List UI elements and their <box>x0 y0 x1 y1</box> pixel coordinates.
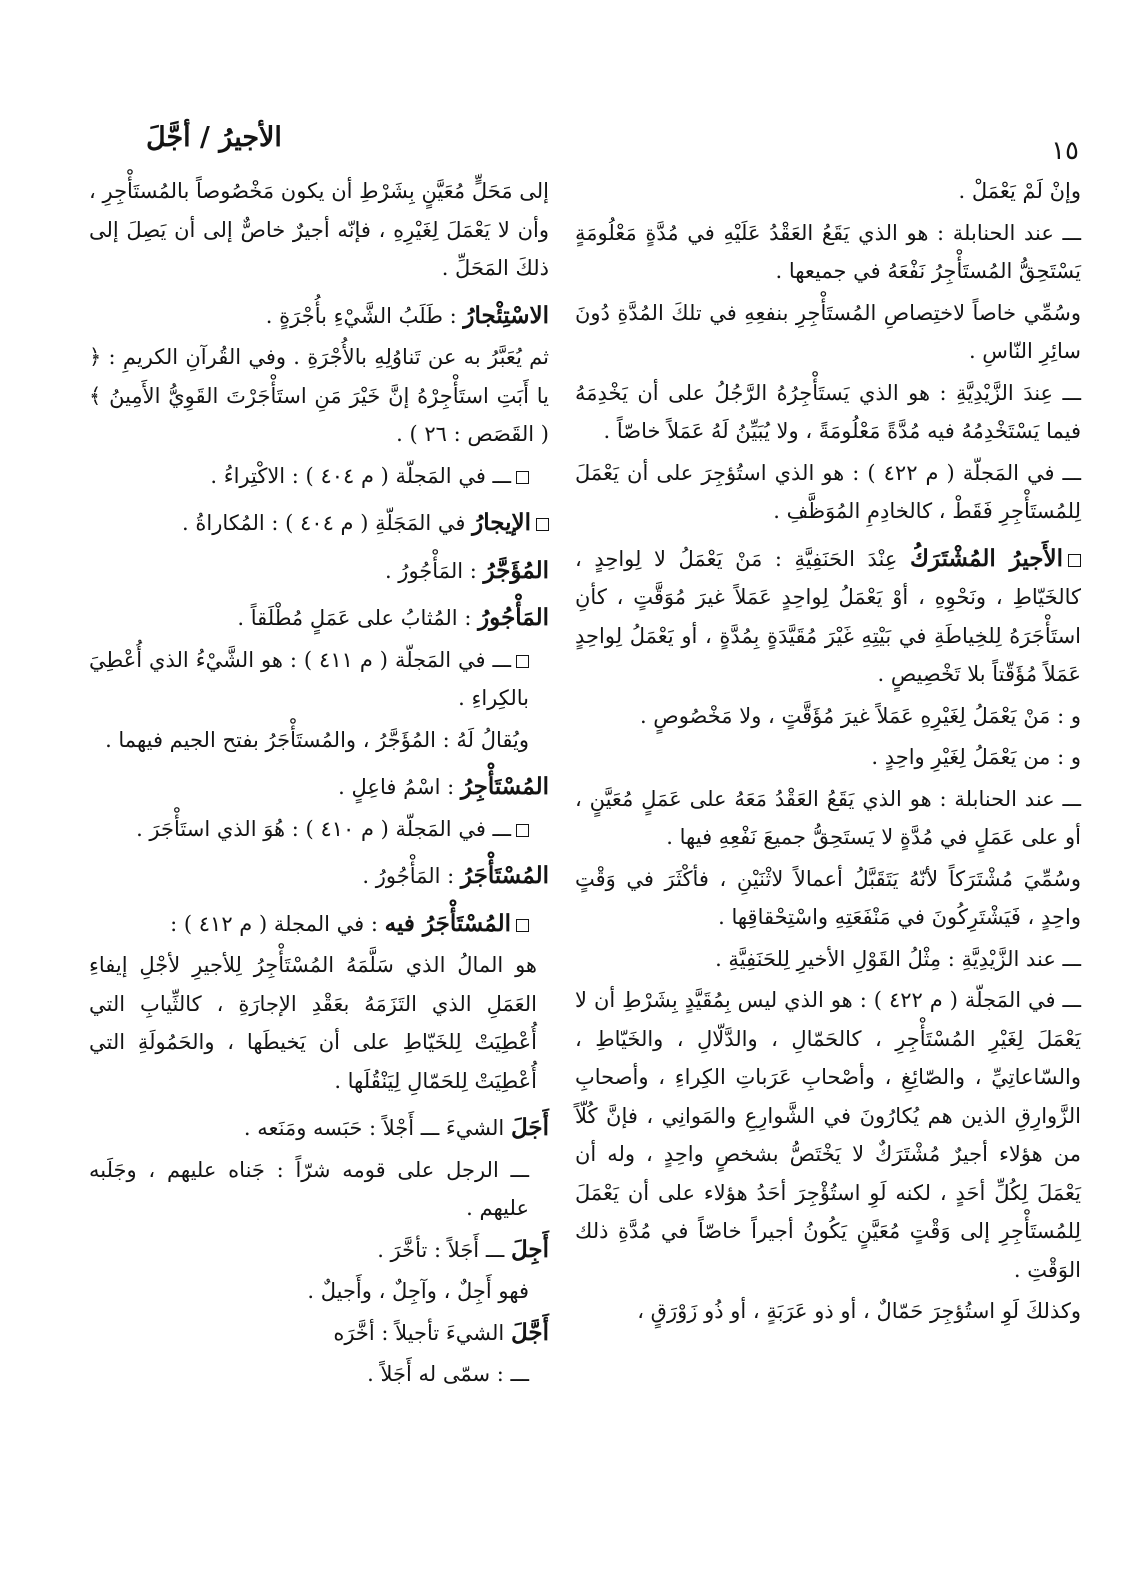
entry-paragraph <box>89 1272 549 1311</box>
square-bullet-icon <box>516 824 529 837</box>
entry-text: ثم يُعَبَّرُ به عن تَناوُلِهِ بالأُجْرَةِ . وفي القُرآنِ الكريمِ : ﴿ يا أَبَتِ استَأْجِرْهُ إنَّ خَيْرَ مَنِ استَأْجَرْتَ القَوِيُّ الأَمِينُ ﴾ ( القَصَص : ٢٦ ) . <box>89 345 549 446</box>
entry-headword: المُؤَجَّرُ <box>483 556 549 584</box>
entry-text: ـــ عند الحنابلة : هو الذي يَقَعُ العَقْدُ عَلَيْهِ في مُدَّةٍ مَعْلُومَةٍ يَسْتَحِقُّ المُستَأْجِرُ نَفْعَهُ في جميعها . <box>575 220 1081 283</box>
entry-text: ـــ أَجَلاً : تأخَّرَ . <box>377 1237 505 1262</box>
entry-text: ـــ في المَجلّة ( م ٤٢٢ ) : هو الذي ليس بِمُقَيَّدٍ بِشَرْطِ أن لا يَعْمَلَ لِغَيْرِ المُسْتَأْجِرِ ، كالحَمّالِ ، والدَّلّالِ ، والخَيّاطِ ، والسّاعاتِيِّ ، والصّائِغِ ، وأصْحابِ عَرَباتِ الكِراءِ ، وأصحابِ الزَّوارِقِ الذين هم يُكارُونَ في الشَّوارِعِ والمَوانِي ، فإنَّ كُلّاً من هؤلاء أجيرٌ مُشْتَرَكٌ لا يَخْتَصُّ بشخصٍ واحِدٍ ، وله أن يَعْمَلَ لِكُلِّ أحَدٍ ، لكنه لَوِ استُؤْجِرَ أحَدُ هؤلاء على أن يَعْمَلَ لِلمُستَأْجِرِ إلى وَقْتٍ مُعَيَّنٍ يَكُونُ أجيراً خاصّاً في مُدَّةِ ذلك الوَقْتِ . <box>575 988 1082 1282</box>
entry-text: ـــ عِندَ الزَّيْدِيَّةِ : هو الذي يَستَأْجِرُهُ الرَّجُلُ على أن يَخْدِمَهُ فيما يَسْتَخْدِمُهُ فيه مُدَّةً مَعْلُومَةً ، ولا يُبَيِّنُ لَهُ عَمَلاً خاصّاً . <box>575 380 1081 443</box>
entry-headword: المَأْجُورُ <box>478 604 549 631</box>
entry-paragraph <box>89 1314 549 1353</box>
entry-paragraph <box>89 457 549 496</box>
square-bullet-icon <box>516 919 529 932</box>
entry-text: هو المالُ الذي سَلَّمَهُ المُسْتَأْجِرُ لِلأجيرِ لأجْلِ إيفاءِ العَمَلِ الذي التَزَمَهُ بعَقْدِ الإجارَةِ ، كالثِّيابِ التي أُعْطِيَتْ لِلخَيّاطِ على أن يَخيطَها ، والحَمُولَةِ التي أُعْطِيَتْ لِلحَمّالِ لِيَنْقُلَها . <box>89 953 537 1093</box>
entry-text: ويُقالُ لَهُ : المُؤَجَّرُ ، والمُستَأْجَرُ بفتح الجيم فيهما . <box>105 727 529 752</box>
page-number: ١٥ <box>1051 136 1079 166</box>
entry-text: فهو أَجِلٌ ، وآجِلٌ ، وأَجيلٌ . <box>307 1279 529 1303</box>
entry-text: ـــ في المَجلّة ( م ٤١٠ ) : هُوَ الذي استَأْجَرَ . <box>136 816 511 841</box>
entry-headword: المُسْتَأْجَرُ فيه <box>384 909 511 937</box>
entry-paragraph <box>575 294 1081 371</box>
entry-paragraph <box>89 1231 549 1270</box>
entry-paragraph <box>575 981 1081 1289</box>
entry-text: وسُمِّيَ مُشْتَرَكاً لأنّهُ يَتَقَبَّلُ أعمالاً لاثْنَيْنِ ، فأكْثَرَ في وَقْتٍ واحِدٍ ، فَيَشْتَرِكُونَ في مَنْفَعَتِهِ واسْتِحْقاقِها . <box>575 866 1081 929</box>
entry-text: : اسْمُ فاعِلٍ . <box>338 775 455 799</box>
entry-text: إلى مَحَلٍّ مُعَيَّنٍ بِشَرْطِ أن يكون مَخْصُوصاً بالمُستَأْجِرِ ، وأن لا يَعْمَلَ لِغَيْرِهِ ، فإنّه أجيرٌ خاصٌّ إلى أن يَصِلَ إلى ذلكَ المَحَلِّ . <box>89 179 549 280</box>
entry-paragraph <box>89 641 549 718</box>
entry-paragraph <box>89 297 549 336</box>
right-column <box>575 172 1081 1334</box>
entry-text: وكذلكَ لَوِ استُؤجِرَ حَمّالٌ ، أو ذو عَرَبَةٍ ، أو ذُو زَوْرَقٍ ، <box>637 1299 1081 1323</box>
entry-paragraph <box>89 946 549 1100</box>
entry-paragraph <box>89 504 549 543</box>
entry-paragraph <box>89 1355 549 1394</box>
entry-paragraph <box>89 768 549 807</box>
entry-text: و : من يَعْمَلُ لِغَيْرِ واحِدٍ . <box>871 745 1081 769</box>
entry-text: : المَأْجُورُ . <box>362 864 455 888</box>
entry-paragraph <box>89 599 549 638</box>
entry-paragraph <box>89 1151 549 1228</box>
entry-paragraph <box>575 172 1081 211</box>
square-bullet-icon <box>516 655 529 668</box>
entry-text: : في المجلة ( م ٤١٢ ) : <box>170 911 378 936</box>
square-bullet-icon <box>516 471 529 484</box>
entry-text: : المَأْجُورُ . <box>384 558 477 583</box>
entry-paragraph <box>575 214 1081 291</box>
entry-headword: الاسْتِئْجارُ <box>463 301 549 329</box>
entry-text: و : مَنْ يَعْمَلُ لِغَيْرِهِ عَمَلاً غيرَ مُؤَقَّتٍ ، ولا مَخْصُوصٍ . <box>639 703 1081 728</box>
entry-text: ـــ عند الحنابلة : هو الذي يَقَعُ العَقْدُ مَعَهُ على عَمَلٍ مُعَيَّنٍ ، أو على عَمَلٍ في مُدَّةٍ لا يَستَحِقُّ جميعَ نَفْعِهِ فيها . <box>575 786 1081 849</box>
entry-paragraph <box>89 338 549 454</box>
entry-text: ـــ الرجل على قومه شرّاً : جَناه عليهم ، وجَلَبه عليهم . <box>89 1157 529 1220</box>
entry-text: ـــ : سمّى له أَجَلاً . <box>367 1362 529 1386</box>
entry-paragraph <box>575 454 1081 531</box>
entry-text: ـــ في المَجلّة ( م ٤٠٤ ) : الاكْتِراءُ . <box>210 463 511 488</box>
entry-text: وإنْ لَمْ يَعْمَلْ . <box>958 179 1081 203</box>
entry-text: وسُمِّي خاصاً لاختِصاصِ المُستَأْجِرِ بنفعِهِ في تلكَ المُدَّةِ دُونَ سائِرِ النّاسِ . <box>575 300 1081 363</box>
entry-paragraph <box>89 1109 549 1148</box>
entry-paragraph <box>89 172 549 288</box>
square-bullet-icon <box>1068 554 1081 567</box>
entry-paragraph <box>575 540 1081 694</box>
entry-text: الشيءَ تأجيلاً : أخَّرَه <box>333 1320 505 1345</box>
running-head: الأجيرُ / أجَّلَ <box>146 122 282 153</box>
entry-text: عِنْدَ الحَنَفِيَّةِ : مَنْ يَعْمَلُ لا لِواحِدٍ ، كالخَيّاطِ ، ونَحْوِهِ ، أوْ يَعْمَلُ لِواحِدٍ عَمَلاً غيرَ مُوَقَّتٍ ، كأنِ استَأْجَرَهُ لِلخِياطَةِ في بَيْتِهِ غَيْرَ مُقَيَّدَةٍ بِمُدَّةٍ ، أو يَعْمَلُ لِواحِدٍ عَمَلاً مُؤَقّتاً بلا تَخْصِيصٍ . <box>575 546 1081 686</box>
entry-headword: المُسْتَأْجَرُ <box>460 862 549 889</box>
entry-text: ـــ عند الزَّيْدِيَّةِ : مِثْلُ القَوْلِ الأخيرِ لِلحَنَفِيَّةِ . <box>715 946 1081 971</box>
entry-paragraph <box>89 721 549 760</box>
left-column <box>89 172 549 1397</box>
entry-text: في المَجَلّةِ ( م ٤٠٤ ) : المُكاراةُ . <box>182 511 466 535</box>
entry-text: : المُثابُ على عَمَلٍ مُطْلَقاً . <box>237 606 472 630</box>
entry-headword: المُسْتَأْجِرُ <box>460 773 549 800</box>
entry-text: ـــ في المَجلّة ( م ٤١١ ) : هو الشَّيْءُ الذي أُعْطِيَ بالكِراءِ . <box>89 647 529 710</box>
entry-paragraph <box>575 697 1081 736</box>
entry-paragraph <box>575 1292 1081 1331</box>
entry-headword: الإيجارُ <box>472 509 531 536</box>
entry-paragraph <box>89 810 549 849</box>
entry-paragraph <box>89 905 549 944</box>
entry-paragraph <box>575 374 1081 451</box>
entry-paragraph <box>575 738 1081 777</box>
entry-paragraph <box>575 780 1081 857</box>
entry-paragraph <box>89 857 549 896</box>
entry-text: ـــ في المَجلّة ( م ٤٢٢ ) : هو الذي استُؤجِرَ على أن يَعْمَلَ لِلمُستَأْجِرِ فَقَطْ ، كالخادِمِ المُوَظَّفِ . <box>575 460 1082 523</box>
entry-headword: أَجِلَ <box>510 1235 549 1263</box>
entry-paragraph <box>575 940 1081 979</box>
entry-headword: الأَجيرُ المُشْتَرَكُ <box>909 544 1063 572</box>
entry-headword: أَجَلَ <box>510 1114 549 1141</box>
entry-paragraph <box>89 552 549 591</box>
square-bullet-icon <box>536 518 549 531</box>
entry-text: : طَلَبُ الشَّيْءِ بأُجْرَةٍ . <box>265 303 457 328</box>
entry-paragraph <box>575 860 1081 937</box>
entry-text: الشيءَ ـــ أَجْلاً : حَبَسه ومَنَعه . <box>243 1116 505 1140</box>
entry-headword: أَجَّلَ <box>510 1318 549 1346</box>
